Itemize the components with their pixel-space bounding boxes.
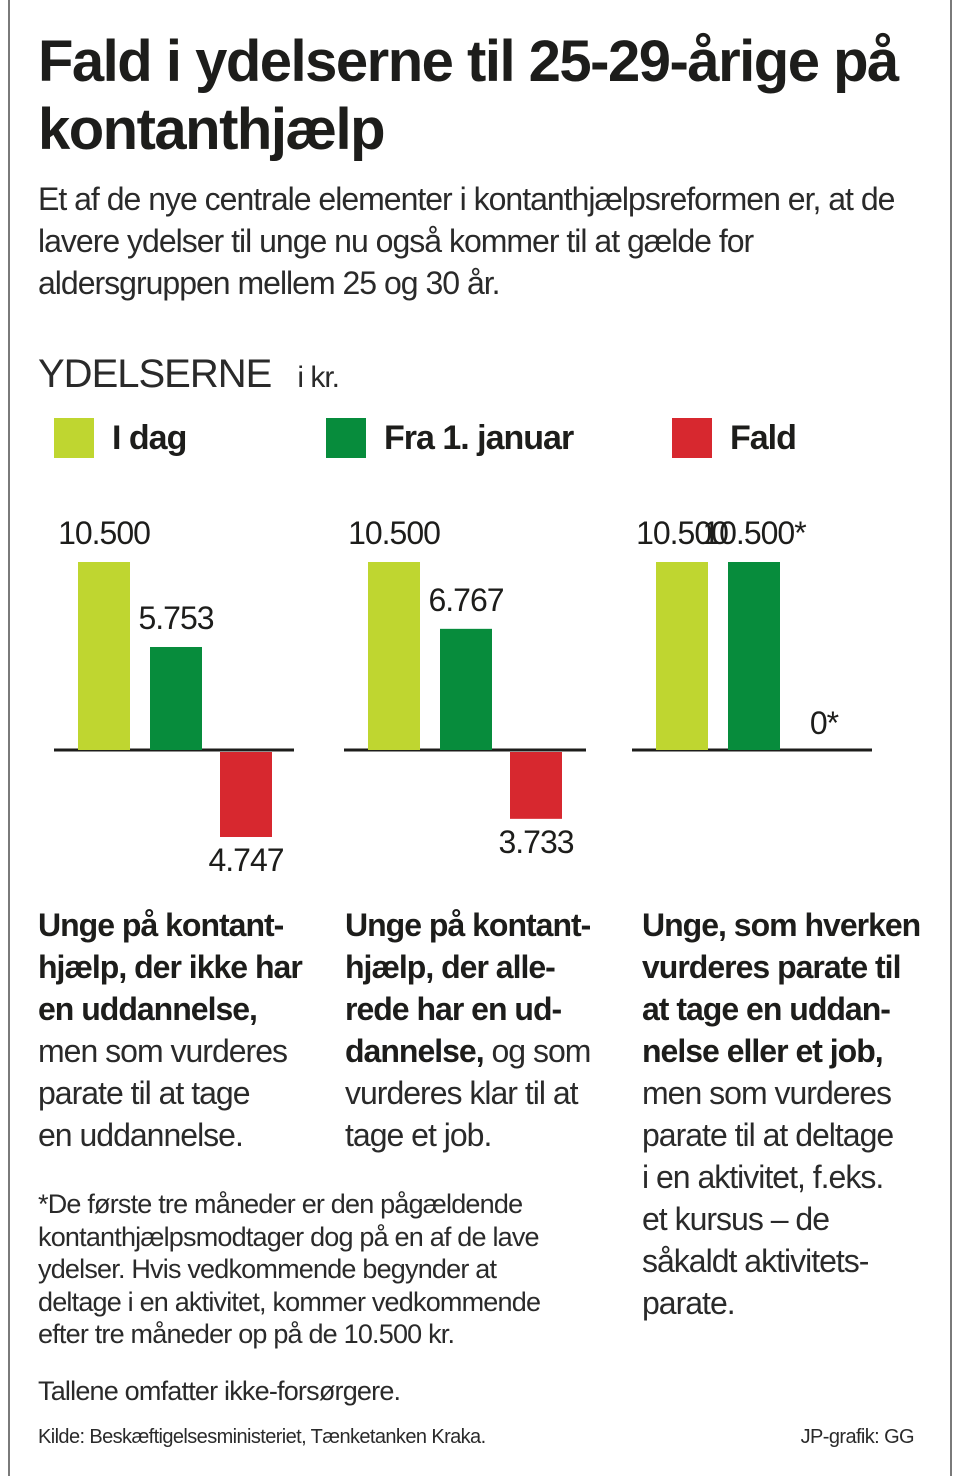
data-label: 4.747 [208,841,284,878]
description-bold-text: rede har en ud- [345,991,562,1027]
description-bold-text: Unge, som hverken [642,907,921,943]
description-line [642,988,932,1030]
description-bold-text: vurderes parate til [642,949,901,985]
description-text: i en aktivitet, f.eks. [642,1159,884,1195]
data-label: 10.500* [702,515,806,551]
group-description-3 [642,904,932,1324]
section-unit: i kr. [297,361,339,394]
description-line [38,904,308,946]
description-text: en uddannelse. [38,1117,243,1153]
description-text: parate til at deltage [642,1117,894,1153]
description-text: såkaldt aktivitets- [642,1243,869,1279]
bar-i-dag [656,562,708,750]
description-text: men som vurderes [642,1075,891,1111]
data-label: 6.767 [428,581,504,618]
lead-paragraph: Et af de nye centrale elementer i kontanthjælpsreformen er, at de lavere ydelser til unge nu også kommer til at gælde for aldersgruppen mellem 25 og 30 år. [38,181,895,301]
description-line [38,1030,308,1072]
data-label: 10.500 [58,515,150,551]
data-label: 0* [809,705,839,741]
description-line [38,1114,308,1156]
legend-label-fald: Fald [730,418,796,457]
description-line [38,988,308,1030]
group-description-1 [38,904,308,1156]
footnote: *De første tre måneder er den pågældende kontanthjælpsmodtager dog på en af de lave ydelser. Hvis vedkommende begynder at deltage i en aktivitet, kommer vedkommende efter tre måneder op på de 10.500 kr. [38,1189,541,1349]
description-bold-text: hjælp, der alle- [345,949,555,985]
description-bold-text: en uddannelse, [38,991,257,1027]
group-description-2 [345,904,615,1156]
description-text: vurderes klar til at [345,1075,578,1111]
description-line [642,904,932,946]
description-line [345,1030,615,1072]
bar-i-dag [368,562,420,750]
description-line [345,946,615,988]
description-line [642,1282,932,1324]
description-line [345,904,615,946]
data-label: 5.753 [138,599,214,636]
description-text: parate. [642,1285,735,1321]
note: Tallene omfatter ikke-forsørgere. [38,1376,401,1406]
description-line [642,1030,932,1072]
description-line [38,946,308,988]
description-text: men som vurderes [38,1033,287,1069]
bar-i-dag [78,562,130,750]
description-line [345,1072,615,1114]
legend-label-fra-1-januar: Fra 1. januar [384,418,574,457]
bar-fald [510,752,562,819]
bar-fra-1-januar [150,647,202,750]
chart-title: Fald i ydelserne til 25-29-årige på kontanthjælp [38,29,898,162]
description-line [642,1198,932,1240]
description-bold-text: hjælp, der ikke har [38,949,302,985]
section-label: YDELSERNE [38,352,272,396]
bar-fra-1-januar [440,629,492,750]
description-bold-text: Unge på kontant- [38,907,284,943]
legend-label-i-dag: I dag [112,418,187,457]
description-text: tage et job. [345,1117,492,1153]
source: Kilde: Beskæftigelsesministeriet, Tænketanken Kraka. [38,1426,486,1448]
data-label: 10.500 [636,515,728,551]
description-bold-text: dannelse, [345,1033,484,1069]
bar-fra-1-januar [728,562,780,750]
bar-fald [220,752,272,837]
description-line [345,1114,615,1156]
description-line [642,946,932,988]
data-label: 3.733 [498,823,574,860]
description-bold-text: nelse eller et job, [642,1033,883,1069]
description-line [345,988,615,1030]
credit: JP-grafik: GG [800,1426,914,1448]
description-text: og som [483,1033,591,1069]
description-line [642,1072,932,1114]
description-line [642,1156,932,1198]
data-label: 10.500 [348,515,440,551]
description-line [642,1240,932,1282]
description-line [642,1114,932,1156]
description-line [38,1072,308,1114]
description-bold-text: at tage en uddan- [642,991,890,1027]
description-text: parate til at tage [38,1075,250,1111]
description-text: et kursus – de [642,1201,829,1237]
description-bold-text: Unge på kontant- [345,907,591,943]
